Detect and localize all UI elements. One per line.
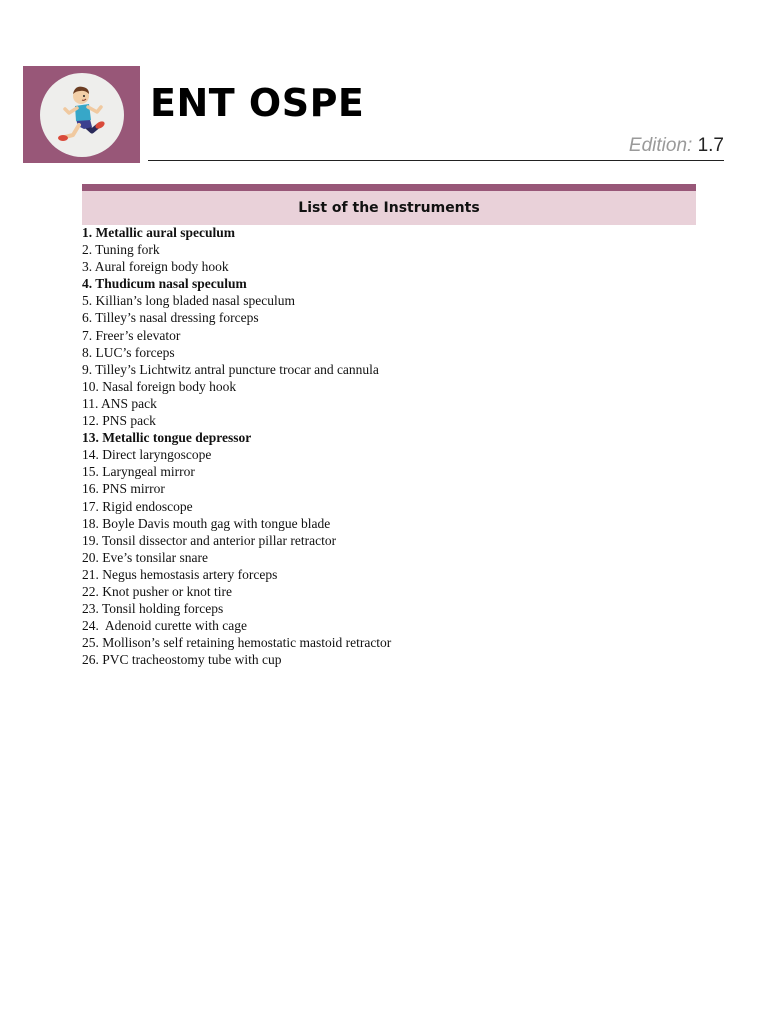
edition-label	[629, 136, 724, 155]
list-item: 17. Rigid endoscope	[82, 498, 193, 514]
list-item: 22. Knot pusher or knot tire	[82, 583, 232, 599]
title-divider	[148, 160, 724, 161]
list-item: 4. Thudicum nasal speculum	[82, 276, 247, 292]
list-item: 1. Metallic aural speculum	[82, 225, 235, 240]
list-item: 11. ANS pack	[82, 395, 157, 411]
list-item: 7. Freer’s elevator	[82, 327, 181, 343]
document-title: ENT OSPE	[150, 81, 365, 125]
list-item: 6. Tilley’s nasal dressing forceps	[82, 310, 259, 326]
running-boy-icon	[46, 79, 118, 151]
list-item: 21. Negus hemostasis artery forceps	[82, 566, 278, 582]
edition-label-text: Edition:	[628, 135, 693, 156]
list-item: 9. Tilley’s Lichtwitz antral puncture trocar and cannula	[82, 361, 379, 377]
list-item: 19. Tonsil dissector and anterior pillar retractor	[82, 532, 337, 548]
list-item: 13. Metallic tongue depressor	[82, 430, 252, 446]
list-item: 5. Killian’s long bladed nasal speculum	[82, 293, 295, 309]
list-item: 14. Direct laryngoscope	[82, 447, 212, 463]
list-item: 10. Nasal foreign body hook	[82, 378, 237, 394]
list-item: 24. Adenoid curette with cage	[82, 618, 247, 634]
list-item: 25. Mollison’s self retaining hemostatic mastoid retractor	[82, 635, 392, 651]
list-item: 2. Tuning fork	[82, 242, 160, 258]
list-item: 20. Eve’s tonsilar snare	[82, 549, 208, 565]
logo-panel	[23, 66, 140, 163]
logo-circle	[40, 73, 124, 157]
edition-number: 1.7	[697, 135, 724, 156]
list-item: 3. Aural foreign body hook	[82, 259, 229, 275]
section-header	[82, 184, 696, 225]
list-item: 12. PNS pack	[82, 413, 156, 429]
list-item: 8. LUC’s forceps	[82, 344, 175, 360]
list-item: 15. Laryngeal mirror	[82, 464, 195, 480]
section-heading: List of the Instruments	[298, 200, 480, 216]
list-item: 16. PNS mirror	[82, 481, 165, 497]
list-item: 18. Boyle Davis mouth gag with tongue blade	[82, 515, 331, 531]
list-item: 26. PVC tracheostomy tube with cup	[82, 652, 282, 668]
list-item: 23. Tonsil holding forceps	[82, 601, 224, 617]
instrument-list	[82, 224, 391, 668]
